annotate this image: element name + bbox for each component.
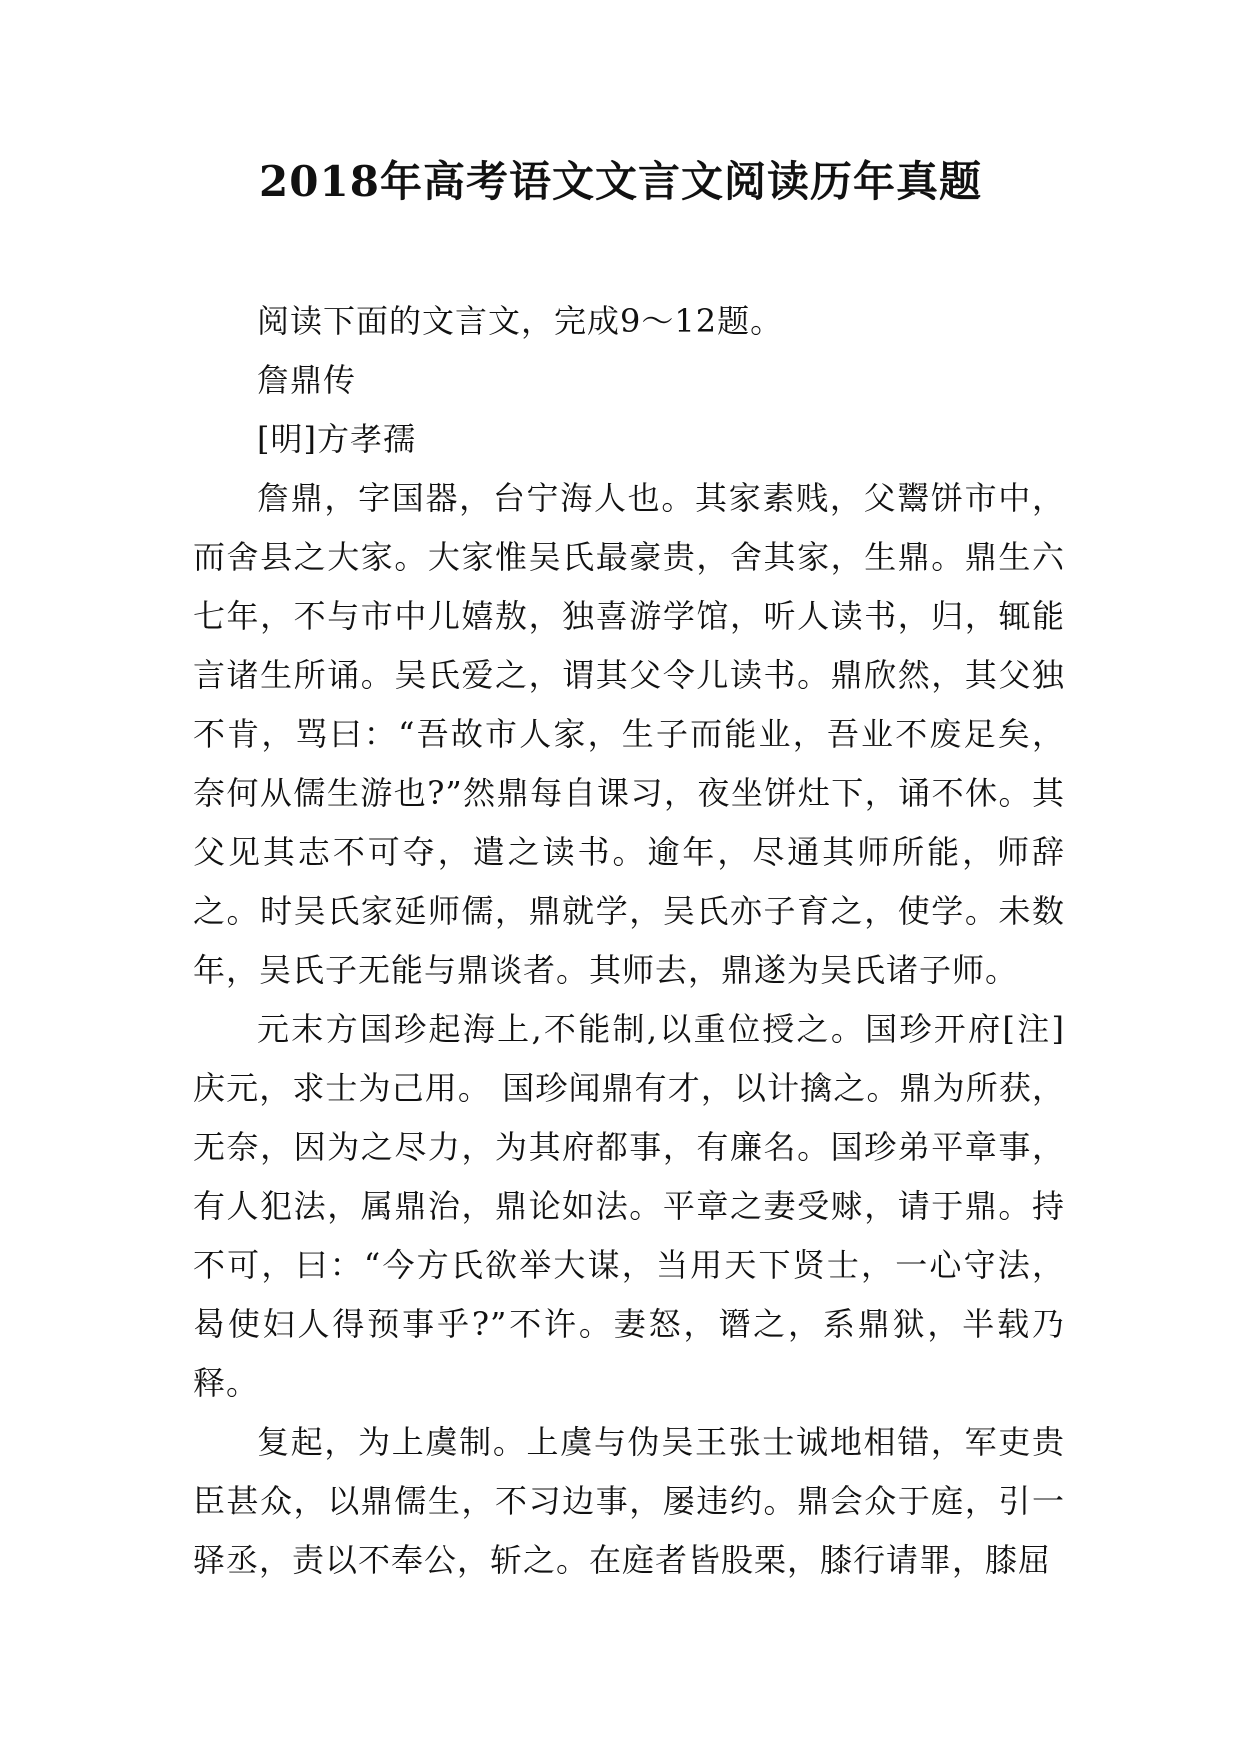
document-title: 2018年高考语文文言文阅读历年真题 bbox=[259, 157, 982, 206]
body-paragraph: 复起，为上虞制。上虞与伪吴王张士诚地相错，军吏贵臣甚众，以鼎儒生，不习边事，屡违约。鼎会众于庭，引一驿丞，责以不奉公，斩之。在庭者皆股栗，膝行请罪，膝屈 bbox=[193, 1423, 1065, 1579]
document-body bbox=[193, 292, 1065, 1590]
instruction-paragraph: 阅读下面的文言文，完成9～12题。 bbox=[257, 302, 784, 340]
passage-author: [明]方孝孺 bbox=[257, 420, 416, 458]
body-paragraph: 詹鼎，字国器，台宁海人也。其家素贱，父鬻饼市中，而舍县之大家。大家惟吴氏最豪贵，舍其家，生鼎。鼎生六七年，不与市中儿嬉敖，独喜游学馆，听人读书，归，辄能言诸生所诵。吴氏爱之，谓其父令儿读书。鼎欣然，其父独不肯，骂曰：“吾故市人家，生子而能业，吾业不废足矣，奈何从儒生游也?”然鼎每自课习，夜坐饼灶下，诵不休。其父见其志不可夺，遣之读书。逾年，尽通其师所能，师辞之。时吴氏家延师儒，鼎就学，吴氏亦子育之，使学。未数年，吴氏子无能与鼎谈者。其师去，鼎遂为吴氏诸子师。 bbox=[193, 479, 1065, 989]
passage-title: 詹鼎传 bbox=[257, 361, 357, 399]
body-paragraph: 元末方国珍起海上,不能制,以重位授之。国珍开府[注]庆元，求士为己用。 国珍闻鼎有才，以计擒之。鼎为所获，无奈，因为之尽力，为其府都事，有廉名。国珍弟平章事，有人犯法，属鼎治，鼎论如法。平章之妻受赇，请于鼎。持不可，曰：“今方氏欲举大谋，当用天下贤士，一心守法，曷使妇人得预事乎?”不许。妻怒，谮之，系鼎狱，半载乃释。 bbox=[193, 1010, 1065, 1402]
